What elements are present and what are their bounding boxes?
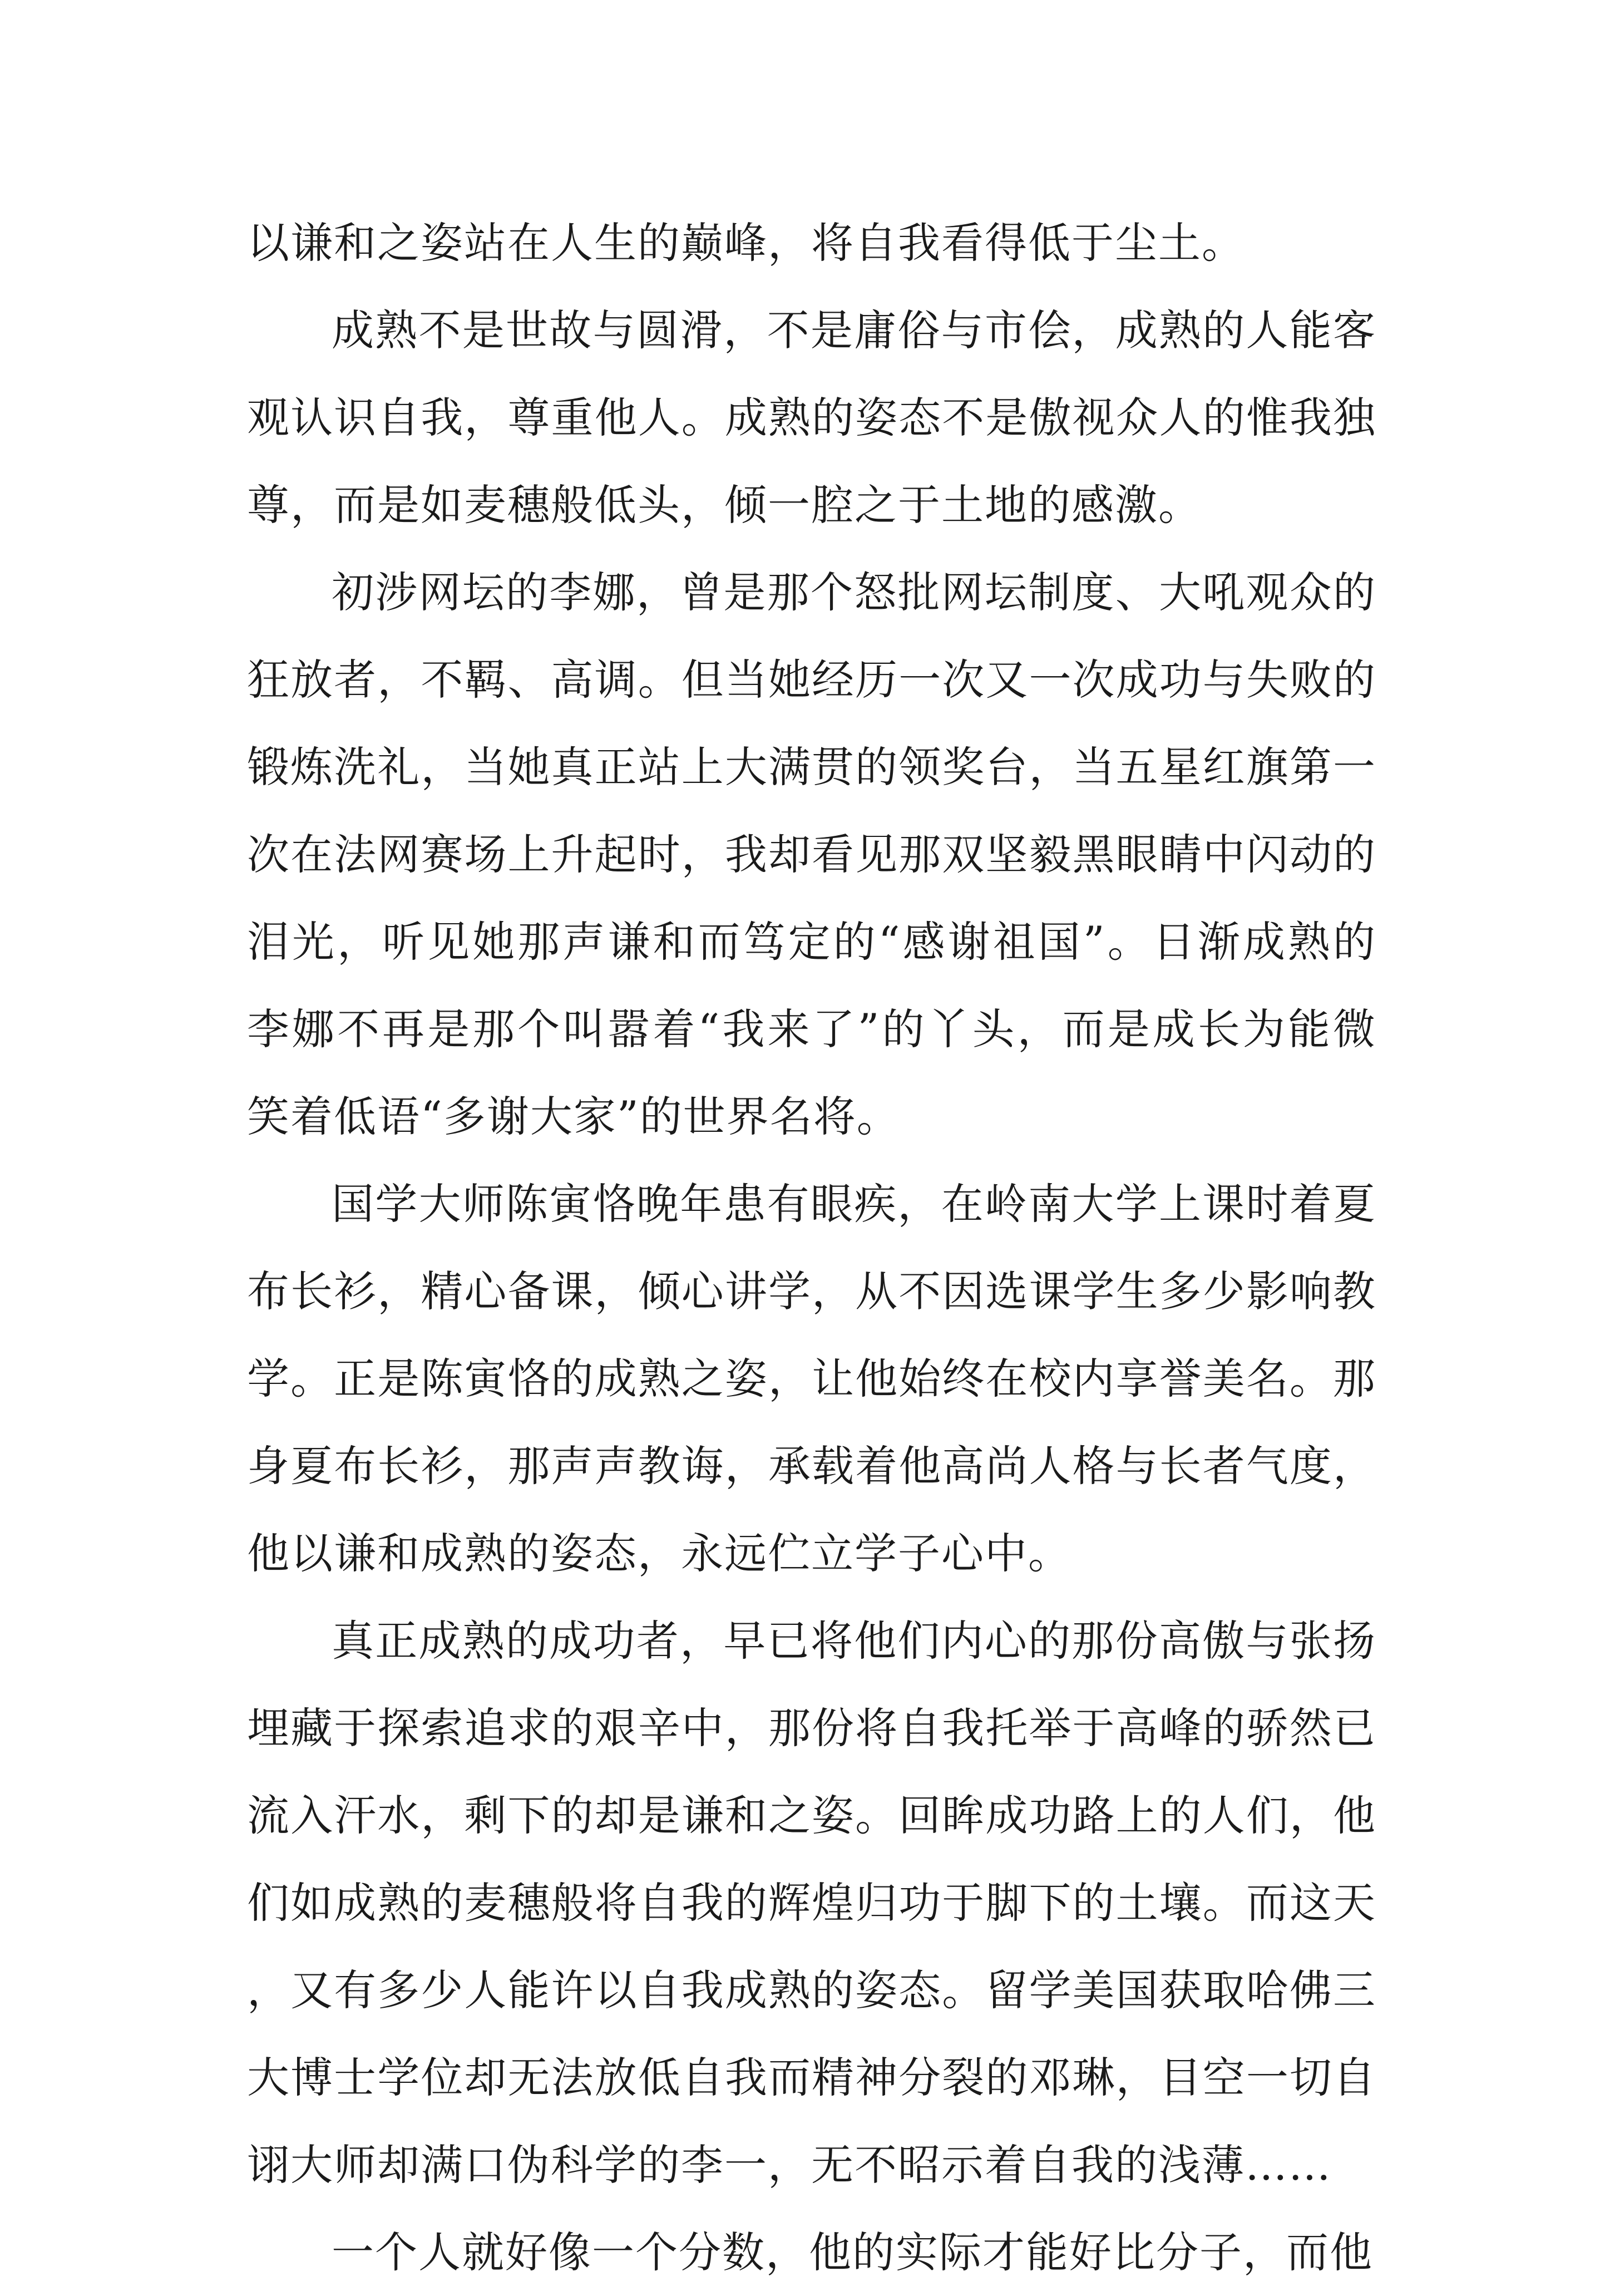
paragraph-1: 以谦和之姿站在人生的巅峰，将自我看得低于尘土。 bbox=[247, 218, 1245, 268]
paragraph-6: 一个人就好像一个分数，他的实际才能好比分子，而他 bbox=[332, 2228, 1373, 2277]
paragraph-5: 真正成熟的成功者，早已将他们内心的那份高傲与张扬埋藏于探索追求的艰辛中，那份将自我托举于高峰的骄然已流入汗水，剩下的却是谦和之姿。回眸成功路上的人们，他们如成熟的麦穗般将自我的辉煌归功于脚下的土壤。而这天，又有多少人能许以自我成熟的姿态。留学美国获取哈佛三大博士学位却无法放低自我而精神分裂的邓琳，目空一切自诩大师却满口伪科学的李一，无不昭示着自我的浅薄…… bbox=[247, 1616, 1376, 2190]
paragraph-4: 国学大师陈寅恪晚年患有眼疾，在岭南大学上课时着夏布长衫，精心备课，倾心讲学，从不因选课学生多少影响教学。正是陈寅恪的成熟之姿，让他始终在校内享誉美名。那身夏布长衫，那声声教诲，承载着他高尚人格与长者气度，他以谦和成熟的姿态，永远伫立学子心中。 bbox=[247, 1179, 1376, 1578]
paragraph-2: 成熟不是世故与圆滑，不是庸俗与市侩，成熟的人能客观认识自我，尊重他人。成熟的姿态不是傲视众人的惟我独尊，而是如麦穗般低头，倾一腔之于土地的感激。 bbox=[247, 306, 1376, 530]
essay-body bbox=[247, 199, 1376, 2296]
paragraph-3: 初涉网坛的李娜，曾是那个怒批网坛制度、大吼观众的狂放者，不羁、高调。但当她经历一次又一次成功与失败的锻炼洗礼，当她真正站上大满贯的领奖台，当五星红旗第一次在法网赛场上升起时，我却看见那双坚毅黑眼睛中闪动的泪光，听见她那声谦和而笃定的“感谢祖国”。日渐成熟的李娜不再是那个叫嚣着“我来了”的丫头，而是成长为能微笑着低语“多谢大家”的世界名将。 bbox=[247, 568, 1376, 1141]
